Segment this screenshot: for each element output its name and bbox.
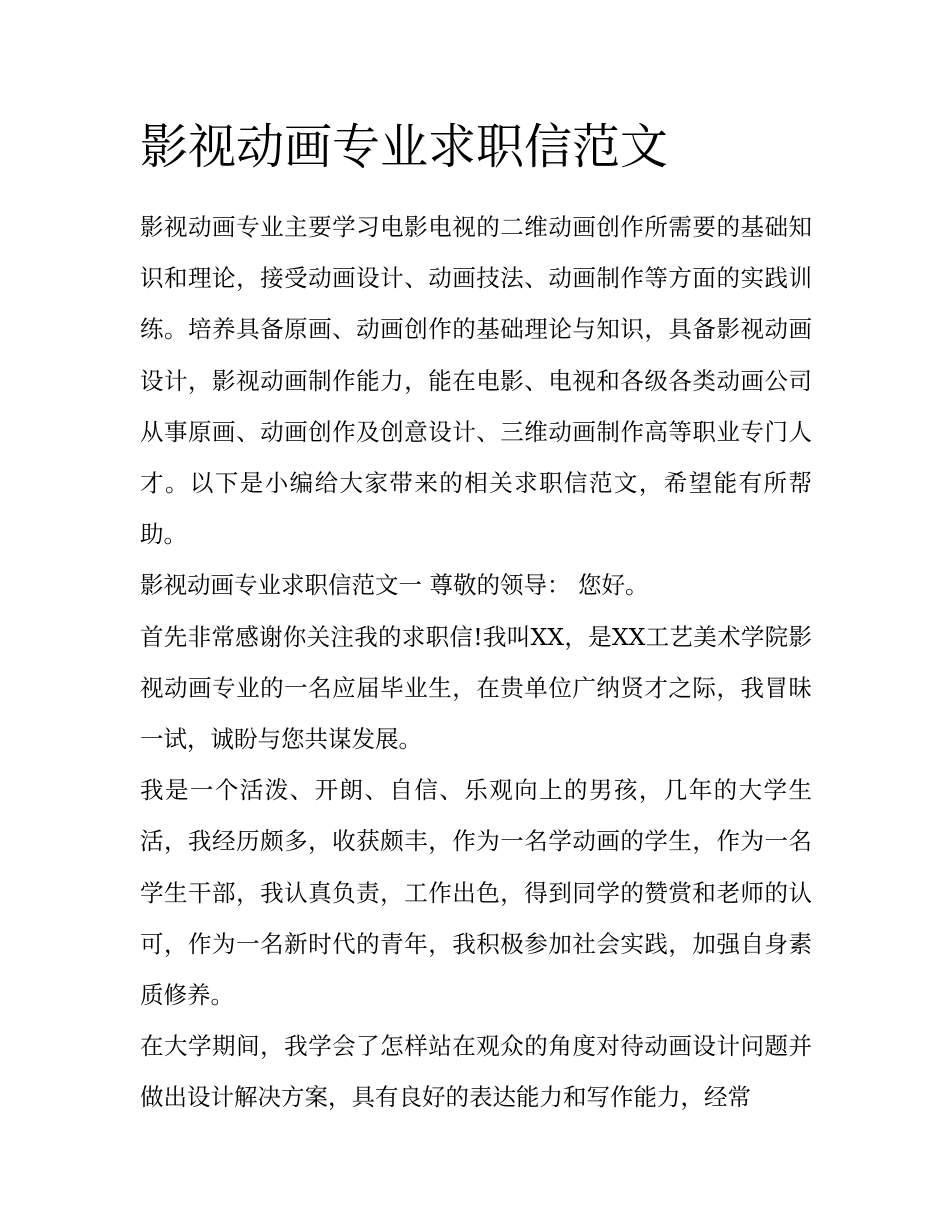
paragraph-university: 在大学期间，我学会了怎样站在观众的角度对待动画设计问题并做出设计解决方案，具有良好的表达能力和写作能力，经常 xyxy=(140,1032,812,1112)
document-body xyxy=(140,202,812,1124)
paragraph-personality: 我是一个活泼、开朗、自信、乐观向上的男孩，几年的大学生活，我经历颇多，收获颇丰，作为一名学动画的学生，作为一名学生干部，我认真负责，工作出色，得到同学的赞赏和老师的认可，作为一名新时代的青年，我积极参加社会实践，加强自身素质修养。 xyxy=(140,776,812,1010)
paragraph-salutation: 影视动画专业求职信范文一 尊敬的领导： 您好。 xyxy=(140,571,649,600)
paragraph-introduction: 首先非常感谢你关注我的求职信!我叫XX，是XX工艺美术学院影视动画专业的一名应届毕业生，在贵单位广纳贤才之际，我冒昧一试，诚盼与您共谋发展。 xyxy=(140,622,812,754)
paragraph-intro: 影视动画专业主要学习电影电视的二维动画创作所需要的基础知识和理论，接受动画设计、动画技法、动画制作等方面的实践训练。培养具备原画、动画创作的基础理论与知识，具备影视动画设计，影视动画制作能力，能在电影、电视和各级各类动画公司从事原画、动画创作及创意设计、三维动画制作高等职业专门人才。以下是小编给大家带来的相关求职信范文，希望能有所帮助。 xyxy=(140,213,812,549)
document-title: 影视动画专业求职信范文 xyxy=(140,119,669,175)
